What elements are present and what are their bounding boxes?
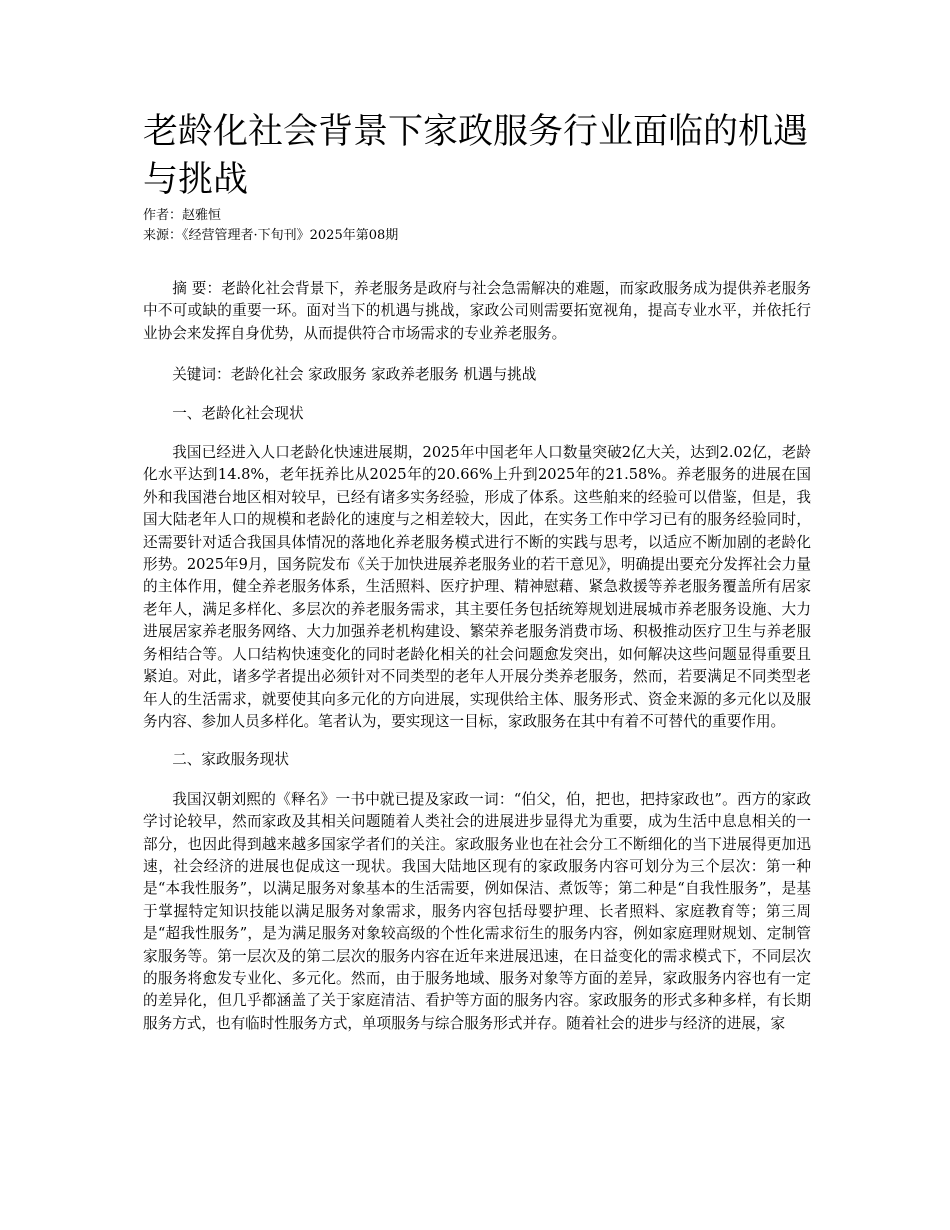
abstract: 摘 要：老龄化社会背景下，养老服务是政府与社会急需解决的难题，而家政服务成为提供养老服务中不可或缺的重要一环。面对当下的机遇与挑战，家政公司则需要拓宽视角，提高专业水平，并依托行业协会来发挥自身优势，从而提供符合市场需求的专业养老服务。 (143, 280, 811, 342)
section-heading: 一、老龄化社会现状 (172, 404, 304, 422)
section-heading: 二、家政服务现状 (172, 751, 289, 769)
section-body: 我国汉朝刘熙的《释名》一书中就已提及家政一词：“伯父，伯，把也，把持家政也”。西方的家政学讨论较早，然而家政及其相关问题随着人类社会的进展进步显得尤为重要，成为生活中息息相关的一部分，也因此得到越来越多国家学者们的关注。家政服务业也在社会分工不断细化的当下进展得更加迅速，社会经济的进展也促成这一现状。我国大陆地区现有的家政服务内容可划分为三个层次：第一种是“本我性服务”，以满足服务对象基本的生活需要，例如保洁、煮饭等；第二种是“自我性服务”，是基于掌握特定知识技能以满足服务对象需求，服务内容包括母婴护理、长者照料、家庭教育等；第三周是“超我性服务”，是为满足服务对象较高级的个性化需求衍生的服务内容，例如家庭理财规划、定制管家服务等。第一层次及的第二层次的服务内容在近年来进展迅速，在日益变化的需求模式下，不同层次的服务将愈发专业化、多元化。然而，由于服务地域、服务对象等方面的差异，家政服务内容也有一定的差异化，但几乎都涵盖了关于家庭清洁、看护等方面的服务内容。家政服务的形式多种多样，有长期服务方式，也有临时性服务方式，单项服务与综合服务形式并存。随着社会的进步与经济的进展，家 (143, 790, 811, 1032)
section-body: 我国已经进入人口老龄化快速进展期，2025年中国老年人口数量突破2亿大关，达到2.02亿，老龄化水平达到14.8%，老年抚养比从2025年的20.66%上升到2025年的21.58%。养老服务的进展在国外和我国港台地区相对较早，已经有诸多实务经验，形成了体系。这些舶来的经验可以借鉴，但是，我国大陆老年人口的规模和老龄化的速度与之相差较大，因此，在实务工作中学习已有的服务经验同时，还需要针对适合我国具体情况的落地化养老服务模式进行不断的实践与思考，以适应不断加剧的老龄化形势。2025年9月，国务院发布《关于加快进展养老服务业的若干意见》，明确提出要充分发挥社会力量的主体作用，健全养老服务体系，生活照料、医疗护理、精神慰藉、紧急救援等养老服务覆盖所有居家老年人，满足多样化、多层次的养老服务需求，其主要任务包括统筹规划进展城市养老服务设施、大力进展居家养老服务网络、大力加强养老机构建设、繁荣养老服务消费市场、积极推动医疗卫生与养老服务相结合等。人口结构快速变化的同时老龄化相关的社会问题愈发突出，如何解决这些问题显得重要且紧迫。对此，诸多学者提出必须针对不同类型的老年人开展分类养老服务，然而，若要满足不同类型老年人的生活需求，就要使其向多元化的方向进展，实现供给主体、服务形式、资金来源的多元化以及服务内容、参加人员多样化。笔者认为，要实现这一目标，家政服务在其中有着不可替代的重要作用。 (143, 444, 811, 730)
author-line: 作者：赵雅恒 (143, 208, 222, 223)
keywords: 关键词：老龄化社会 家政服务 家政养老服务 机遇与挑战 (172, 366, 537, 384)
article-title: 老龄化社会背景下家政服务行业面临的机遇与挑战 (143, 112, 809, 200)
source-line: 来源：《经营管理者·下旬刊》2025年第08期 (143, 228, 399, 243)
article (143, 108, 811, 1035)
